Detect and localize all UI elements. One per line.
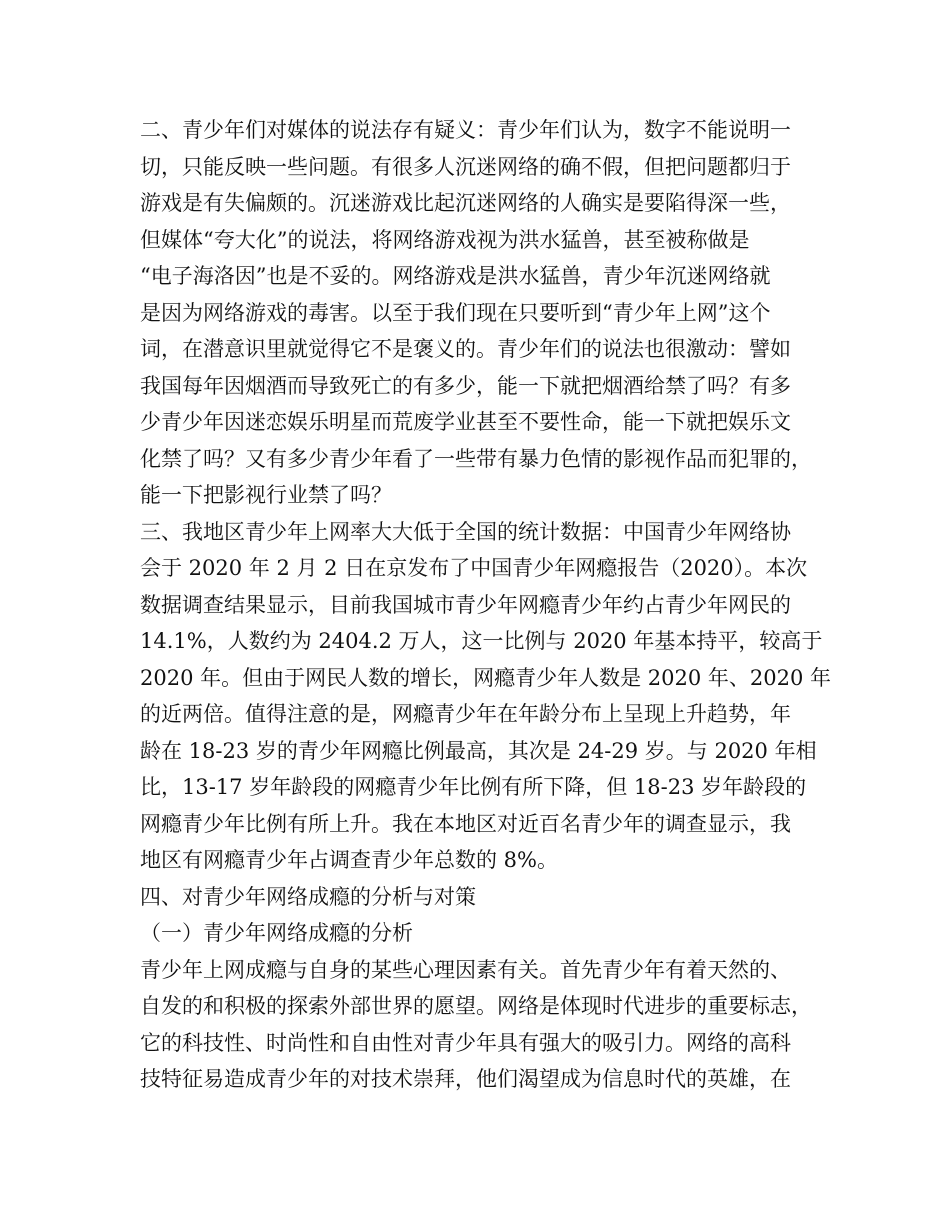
text-line: 化禁了吗？又有多少青少年看了一些带有暴力色情的影视作品而犯罪的， <box>140 446 812 471</box>
text-line: 2020 年。但由于网民人数的增长，网瘾青少年人数是 2020 年、2020 年 <box>140 665 832 690</box>
document-body <box>140 112 830 1098</box>
text-line: 少青少年因迷恋娱乐明星而荒废学业甚至不要性命，能一下就把娱乐文 <box>140 410 791 434</box>
subsection-heading: （一）青少年网络成瘾的分析 <box>140 921 413 945</box>
text-line: 能一下把影视行业禁了吗？ <box>140 483 392 507</box>
text-line: 青少年上网成瘾与自身的某些心理因素有关。首先青少年有着天然的、 <box>140 957 791 982</box>
text-line: 比，13-17 岁年龄段的网瘾青少年比例有所下降，但 18-23 岁年龄段的 <box>140 775 807 799</box>
text-line: 的近两倍。值得注意的是，网瘾青少年在年龄分布上呈现上升趋势，年 <box>140 702 791 726</box>
text-line: 数据调查结果显示，目前我国城市青少年网瘾青少年约占青少年网民的 <box>140 592 791 617</box>
text-line: 词，在潜意识里就觉得它不是褒义的。青少年们的说法也很激动：譬如 <box>140 337 791 361</box>
text-line: “电子海洛因”也是不妥的。网络游戏是洪水猛兽，青少年沉迷网络就 <box>140 264 771 288</box>
text-line: 它的科技性、时尚性和自由性对青少年具有强大的吸引力。网络的高科 <box>140 1030 791 1055</box>
text-line: 我国每年因烟酒而导致死亡的有多少，能一下就把烟酒给禁了吗？有多 <box>140 373 791 398</box>
text-line: 龄在 18-23 岁的青少年网瘾比例最高，其次是 24-29 岁。与 2020 年相 <box>140 738 817 763</box>
text-line: 自发的和积极的探索外部世界的愿望。网络是体现时代进步的重要标志， <box>140 994 812 1018</box>
text-line: 但媒体“夸大化”的说法，将网络游戏视为洪水猛兽，甚至被称做是 <box>140 227 750 252</box>
text-line: 二、青少年们对媒体的说法存有疑义：青少年们认为，数字不能说明一 <box>140 118 791 142</box>
text-line: 三、我地区青少年上网率大大低于全国的统计数据：中国青少年网络协 <box>140 519 791 544</box>
text-line: 14.1%，人数约为 2404.2 万人，这一比例与 2020 年基本持平，较高于 <box>140 629 823 653</box>
section-heading: 四、对青少年网络成瘾的分析与对策 <box>140 884 476 909</box>
text-line: 地区有网瘾青少年占调查青少年总数的 8%。 <box>140 848 558 872</box>
text-line: 是因为网络游戏的毒害。以至于我们现在只要听到“青少年上网”这个 <box>140 300 771 325</box>
text-line: 游戏是有失偏颇的。沉迷游戏比起沉迷网络的人确实是要陷得深一些， <box>140 191 791 215</box>
text-line: 技特征易造成青少年的对技术崇拜，他们渴望成为信息时代的英雄，在 <box>140 1067 791 1091</box>
text-line: 切，只能反映一些问题。有很多人沉迷网络的确不假，但把问题都归于 <box>140 154 791 179</box>
text-line: 网瘾青少年比例有所上升。我在本地区对近百名青少年的调查显示，我 <box>140 811 791 836</box>
text-line: 会于 2020 年 2 月 2 日在京发布了中国青少年网瘾报告（2020）。本次 <box>140 556 808 580</box>
